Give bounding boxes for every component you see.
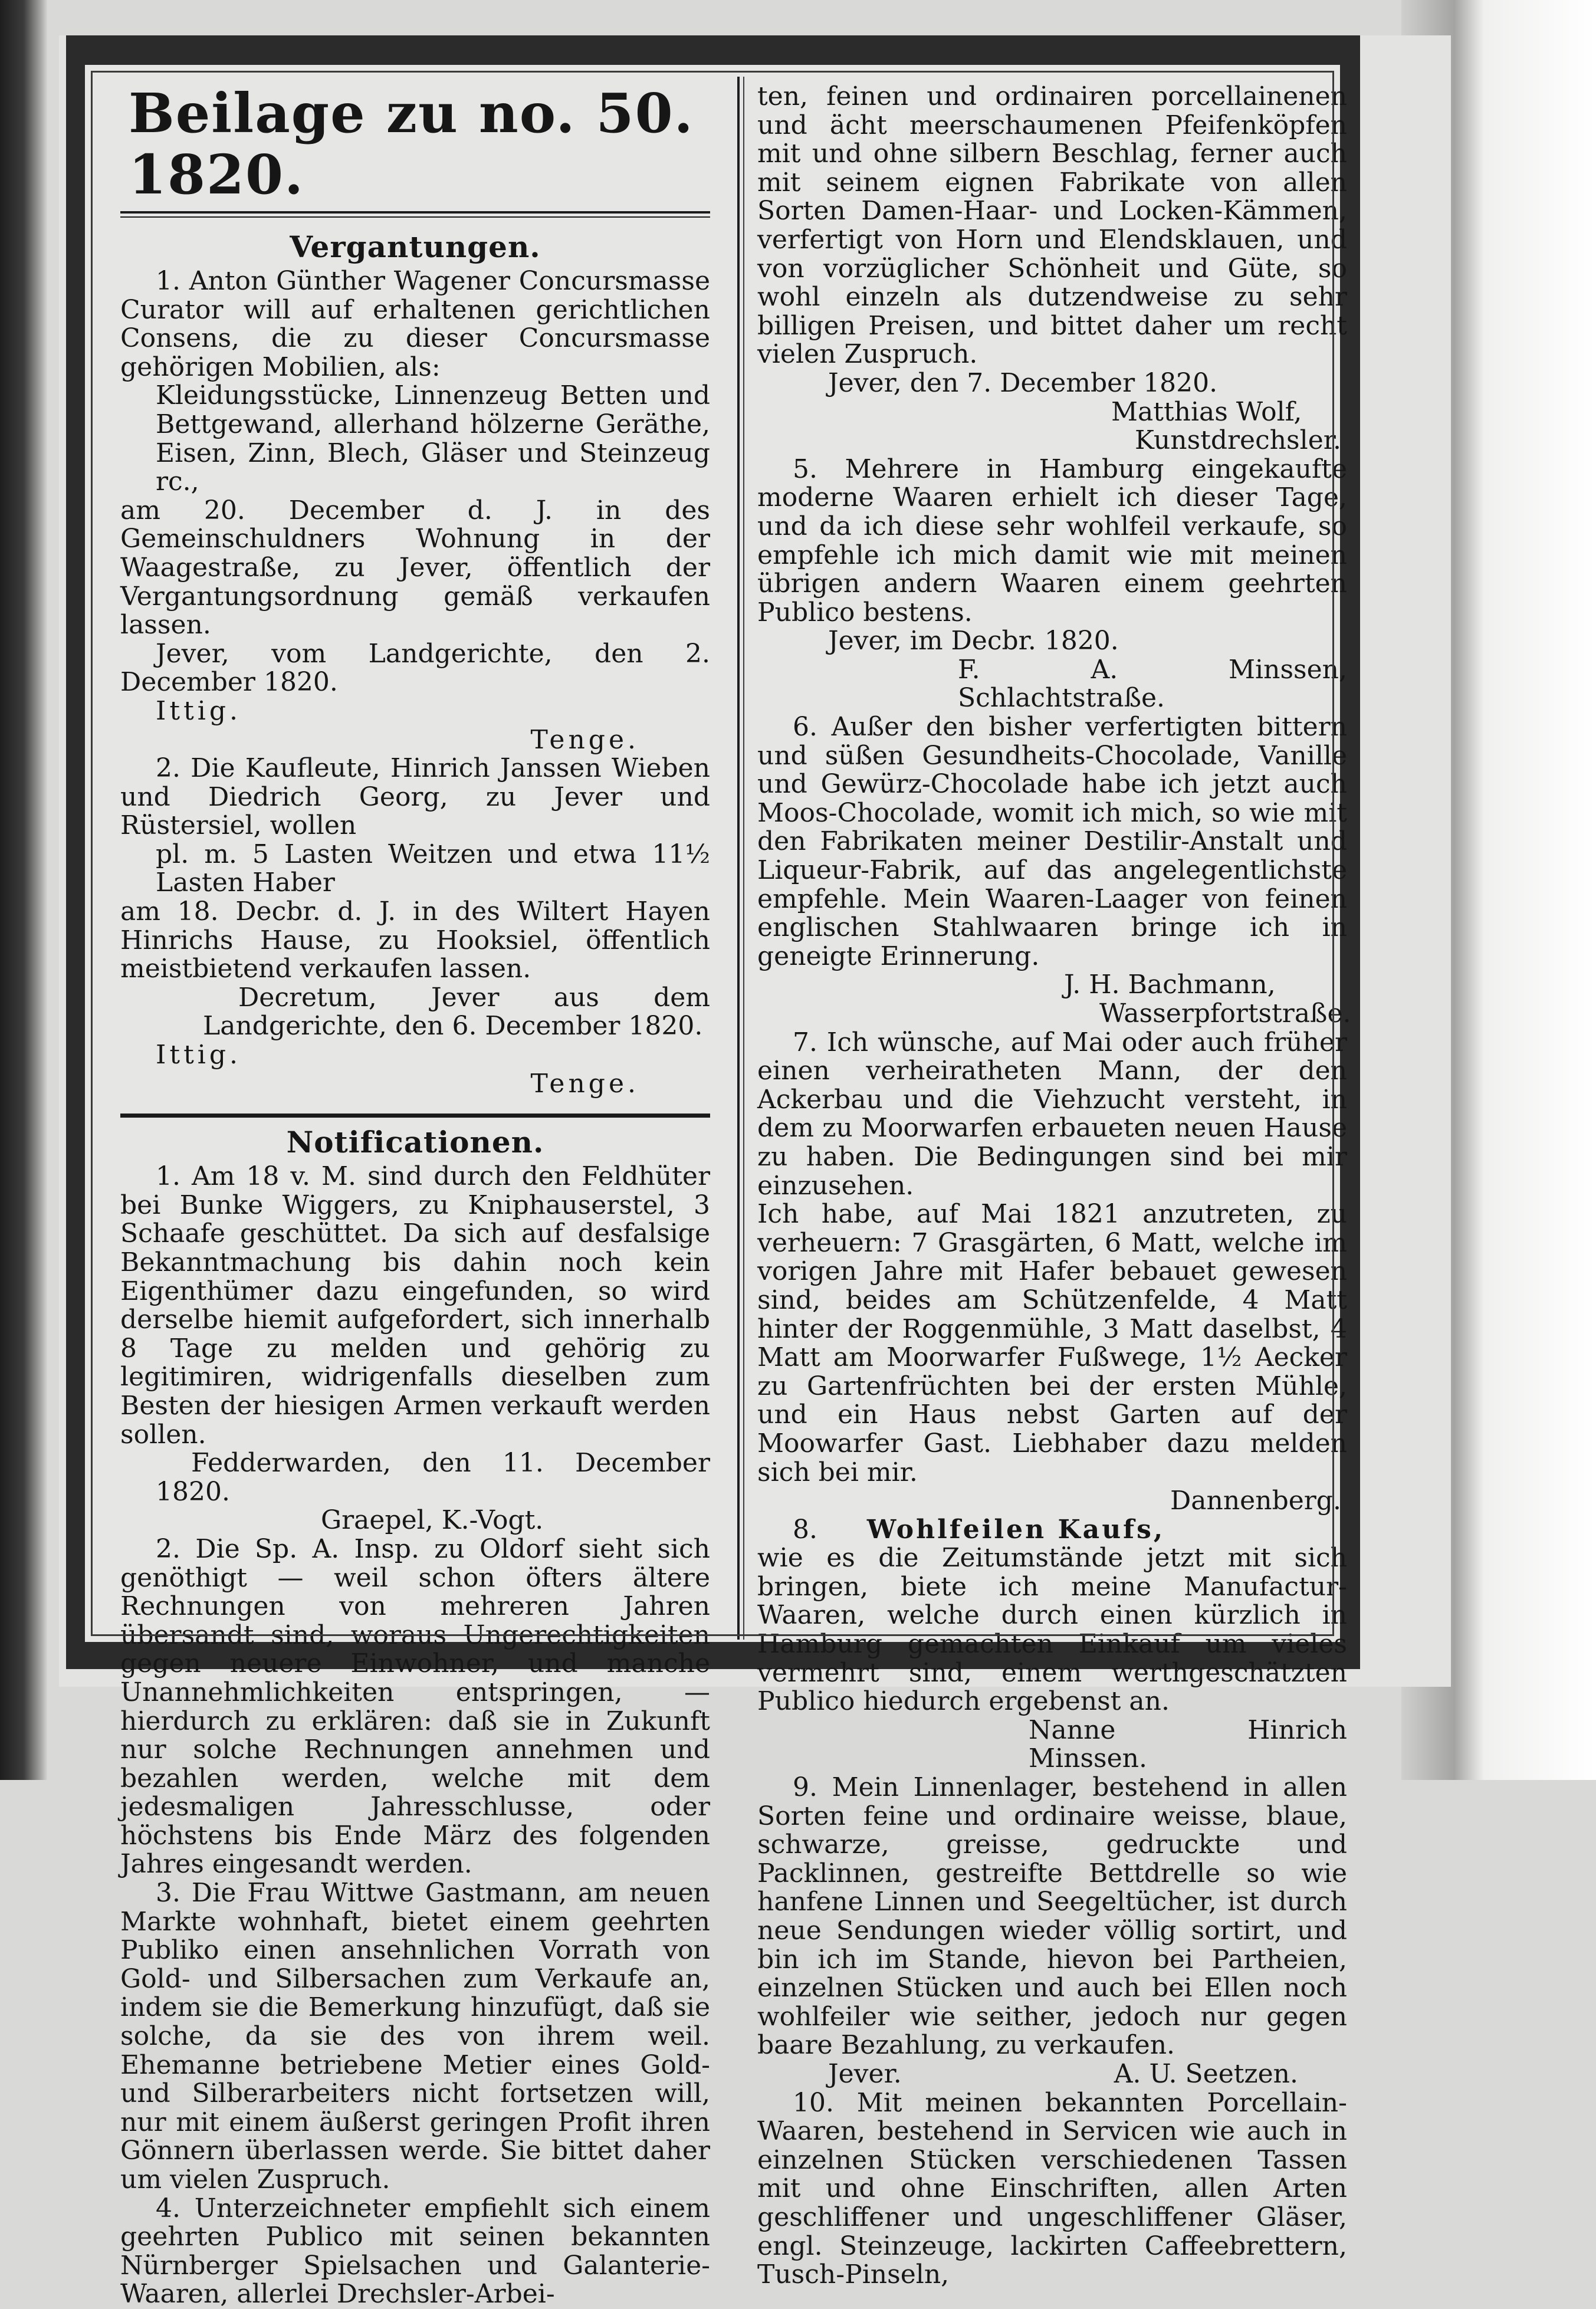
notice-n9-body: 9. Mein Linnenlager, bestehend in allen Sorten feine und ordinaire weisse, blaue, schwarze, greisse, gedruckte und Packlinnen, gestreifte Bettdrelle so wie hanfene Linnen und Seegeltücher, ist durch neue Sendungen wieder völlig sortirt, und bin ich im Stande, hievon bei Partheien, einzelnen Stücken und auch bei Ellen noch wohlfeiler wie seither, jedoch nur gegen baare Bezahlung, zu verkaufen. — [757, 1772, 1347, 2061]
left-column — [120, 83, 710, 2309]
notice-n7-body: 7. Ich wünsche, auf Mai oder auch früher einen verheiratheten Mann, der den Ackerbau und die Viehzucht versteht, in dem zu Moorwarfen erbaueten neuen Hause zu haben. Die Bedingungen sind bei mir einzusehen. — [757, 1027, 1347, 1201]
notice-v1-body: am 20. December d. J. in des Gemeinschuldners Wohnung in der Waagestraße, zu Jever, öffentlich der Vergantungsordnung gemäß verkaufen lassen. — [120, 495, 710, 641]
notice-v2-intro: 2. Die Kaufleute, Hinrich Janssen Wieben und Diedrich Georg, zu Jever und Rüstersiel, wollen — [120, 753, 710, 841]
notice-n1-body: 1. Am 18 v. M. sind durch den Feldhüter bei Bunke Wiggers, zu Kniphauserstel, 3 Schaafe geschüttet. Da sich auf desfalsige Bekanntmachung bis dahin noch kein Eigenthümer dazu eingefunden, so wird derselbe hiemit aufgefordert, sich innerhalb 8 Tage zu melden und gehörig zu legitimiren, widrigenfalls dieselben zum Besten der hiesigen Armen verkauft werden sollen. — [120, 1161, 710, 1450]
notice-n8-heading — [757, 1516, 1347, 1545]
masthead-title: Beilage zu no. 50. 1820. — [129, 81, 694, 206]
notice-v2-signature-tenge: Tenge. — [530, 1068, 639, 1099]
notice-n8-title: Wohlfeilen Kaufs, — [866, 1514, 1165, 1545]
notice-n8-body: wie es die Zeitumstände jetzt mit sich bringen, biete ich meine Manufactur-Waaren, welche durch einen kürzlich in Hamburg gemachten Einkauf um vieles vermehrt sind, einem werthgeschätzten Publico hiedurch ergebenst an. — [757, 1543, 1347, 1717]
notice-v1-signature-tenge: Tenge. — [530, 724, 639, 755]
notice-n7-signature: Dannenberg. — [1170, 1486, 1341, 1516]
notice-n7-lease: Ich habe, auf Mai 1821 anzutreten, zu verheuern: 7 Grasgärten, 6 Matt, welche im vorigen Jahre mit Hafer bebauet gewesen sind, beides am Schützenfelde, 4 Matt hinter der Roggenmühle, 3 Matt daselbst, 4 Matt am Moorwarfer Fußwege, 1½ Aecker zu Gartenfrüchten bei der ersten Mühle, und ein Haus nebst Garten auf der Moowarfer Gast. Liebhaber dazu melden sich bei mir. — [757, 1199, 1347, 1487]
notice-n5-signature: F. A. Minssen, Schlachtstraße. — [958, 654, 1347, 714]
notice-n9-signature: A. U. Seetzen. — [1114, 2058, 1298, 2089]
notice-n1-date: Fedderwarden, den 11. December 1820. — [156, 1448, 710, 1507]
notice-n2-body: 2. Die Sp. A. Insp. zu Oldorf sieht sich genöthigt — weil schon öfters ältere Rechnungen von mehreren Jahren übersandt sind, woraus Ungerechtigkeiten gegen neuere Einwohner, und manche Unannehmlichkeiten entspringen, — hierdurch zu erklären: daß sie in Zukunft nur solche Rechnungen annehmen und bezahlen werden, welche mit dem jedesmaligen Jahresschlusse, oder höchstens bis Ende März des folgenden Jahres eingesandt werden. — [120, 1533, 710, 1880]
book-spine-shadow — [0, 0, 47, 1780]
section-rule — [120, 1114, 710, 1118]
notice-n1-signature: Graepel, K.-Vogt. — [321, 1505, 544, 1536]
notice-n4-body: 4. Unterzeichneter empfiehlt sich einem geehrten Publico mit seinen bekannten Nürnberger Spielsachen und Galanterie-Waaren, allerlei Drechsler-Arbei- — [120, 2193, 710, 2309]
notice-n6-body: 6. Außer den bisher verfertigten bittern und süßen Gesundheits-Chocolade, Vanille und Gewürz-Chocolade habe ich jetzt auch Moos-Chocolade, womit ich mich, so wie mit den Fabrikaten meiner Destilir-Anstalt und Liqueur-Fabrik, auf das angelegentlichste empfehle. Mein Waaren-Laager von feinen englischen Stahlwaaren bringe ich in geneigte Erinnerung. — [757, 712, 1347, 971]
notice-v1-items: Kleidungsstücke, Linnenzeug Betten und Bettgewand, allerhand hölzerne Geräthe, Eisen, Zinn, Blech, Gläser und Steinzeug rc., — [156, 380, 710, 497]
notice-n5-date: Jever, im Decbr. 1820. — [828, 626, 1119, 656]
notice-v2-signature-ittig: Ittig. — [156, 1040, 241, 1070]
notice-n8-number: 8. — [793, 1514, 817, 1545]
notice-n9-place: Jever. — [828, 2058, 902, 2089]
notice-n5-body: 5. Mehrere in Hamburg eingekaufte moderne Waaren erhielt ich dieser Tage, und da ich diese sehr wohlfeil verkaufe, so empfehle ich mich damit wie mit meinen übrigen andern Waaren einem geehrten Publico bestens. — [757, 454, 1347, 628]
page-border-frame — [66, 35, 1360, 2309]
masthead-rule — [120, 211, 710, 218]
right-column — [757, 81, 1351, 2290]
notice-v1-date: Jever, vom Landgerichte, den 2. December 1820. — [120, 638, 710, 698]
notice-n3-body: 3. Die Frau Wittwe Gastmann, am neuen Markte wohnhaft, bietet einem geehrten Publiko einen ansehnlichen Vorrath von Gold- und Silbersachen zum Verkaufe an, indem sie die Bemerkung hinzufügt, daß sie solche, da sie des von ihrem weil. Ehemanne betriebene Metier eines Gold- und Silberarbeiters nicht fortsetzen will, nur mit einem äußerst geringen Profit ihren Gönnern überlassen werde. Sie bittet daher um vielen Zuspruch. — [120, 1878, 710, 2195]
section-title-notificationen: Notificationen. — [286, 1125, 544, 1160]
notice-n4-signature-name: Matthias Wolf, — [1111, 396, 1302, 427]
notice-n6-signature-street: Wasserpfortstraße. — [1099, 999, 1351, 1029]
column-divider — [737, 77, 740, 1640]
notice-n10-body: 10. Mit meinen bekannten Porcellain-Waaren, bestehend in Servicen wie auch in einzelnen Stücken verschiedenen Tassen mit und ohne Einschriften, allen Arten geschliffener und ungeschliffener Gläser, engl. Steinzeuge, lackirten Caffeebrettern, Tusch-Pinseln, — [757, 2087, 1347, 2290]
notice-n6-signature-name: J. H. Bachmann, — [1064, 970, 1276, 1000]
notice-v1-signature-ittig: Ittig. — [156, 695, 241, 726]
notice-n8-signature: Nanne Hinrich Minssen. — [1029, 1714, 1347, 1774]
notice-n4-continuation: ten, feinen und ordinairen porcellainenen und ächt meerschaumenen Pfeifenköpfen mit und ohne silbern Beschlag, ferner auch mit seinem eignen Fabrikate von allen Sorten Damen-Haar- und Locken-Kämmen, verfertigt von Horn und Elendsklauen, und von vorzüglicher Schönheit und Güte, so wohl einzeln als dutzendweise zu sehr billigen Preisen, und bittet daher um recht vielen Zuspruch. — [757, 81, 1347, 370]
notice-v1-intro: 1. Anton Günther Wagener Concursmasse Curator will auf erhaltenen gerichtlichen Consens, die zu dieser Concursmasse gehörigen Mobilien, als: — [120, 266, 710, 382]
notice-n4-date: Jever, den 7. December 1820. — [828, 367, 1218, 398]
notice-n9-place-sig — [757, 2060, 1347, 2089]
notice-v2-goods: pl. m. 5 Lasten Weitzen und etwa 11½ Lasten Haber — [156, 839, 710, 898]
notice-n4-signature-trade: Kunstdrechsler. — [1135, 425, 1341, 456]
notice-v2-body: am 18. Decbr. d. J. in des Wiltert Hayen Hinrichs Hause, zu Hooksiel, öffentlich meistbietend verkaufen lassen. — [120, 896, 710, 984]
notice-v2-decretum: Decretum, Jever aus dem Landgerichte, den 6. December 1820. — [203, 982, 710, 1042]
section-title-vergantungen: Vergantungen. — [290, 229, 541, 264]
